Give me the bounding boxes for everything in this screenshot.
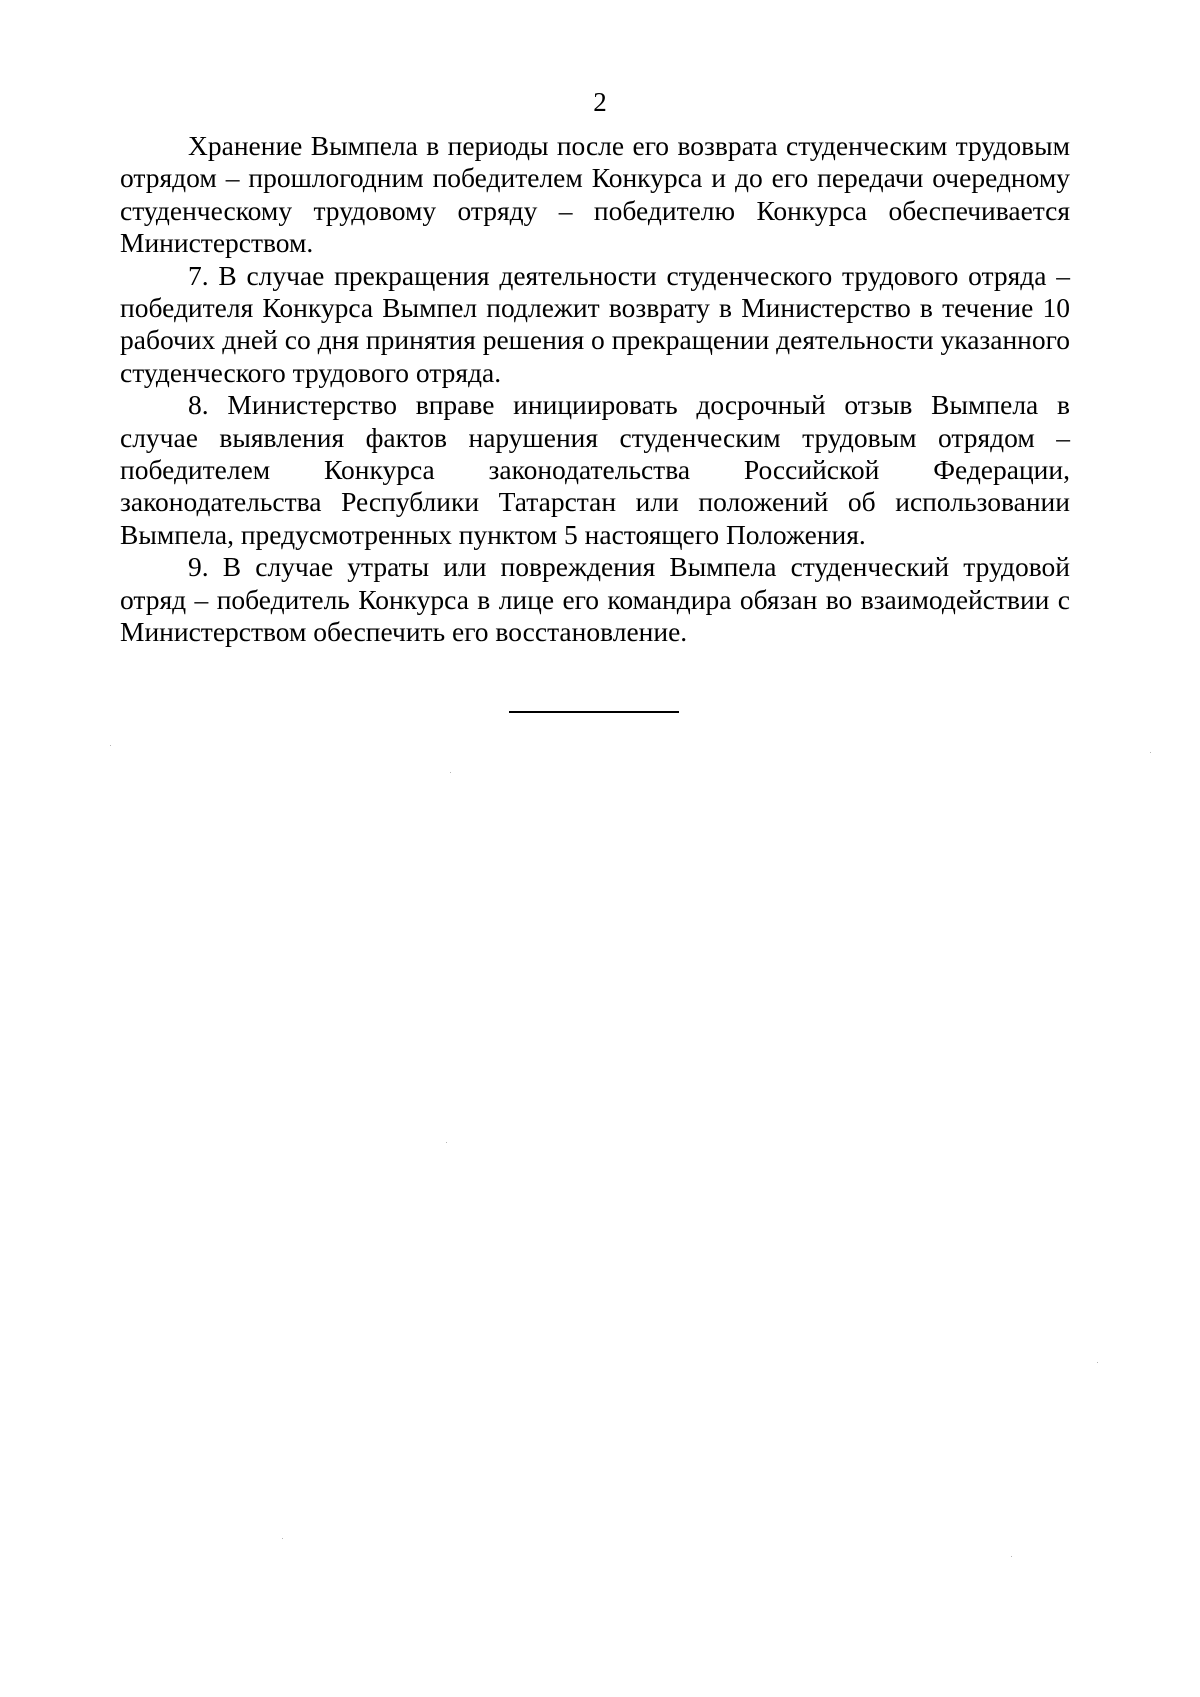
scan-speck — [110, 745, 111, 746]
scan-speck — [1150, 752, 1151, 753]
document-body — [120, 130, 1070, 649]
paragraph-storage: Хранение Вымпела в периоды после его возврата студенческим трудовым отрядом – прошлогодним победителем Конкурса и до его передачи очередному студенческому трудовому отряду – победителю Конкурса обеспечивается Министерством. — [120, 130, 1070, 259]
scan-speck — [1011, 1556, 1012, 1557]
paragraph-item-7: 7. В случае прекращения деятельности студенческого трудового отряда – победителя Конкурса Вымпел подлежит возврату в Министерство в течение 10 рабочих дней со дня принятия решения о прекращении деятельности указанного студенческого трудового отряда. — [120, 259, 1070, 388]
scan-speck — [282, 1538, 283, 1539]
scan-speck — [450, 772, 451, 773]
page-number: 2 — [593, 87, 607, 117]
scan-speck — [446, 1142, 447, 1143]
scan-speck — [1097, 1362, 1098, 1363]
paragraph-item-9: 9. В случае утраты или повреждения Вымпела студенческий трудовой отряд – победитель Конкурса в лице его командира обязан во взаимодействии с Министерством обеспечить его восстановление. — [120, 551, 1070, 648]
end-of-document-rule — [509, 711, 679, 713]
paragraph-item-8: 8. Министерство вправе инициировать досрочный отзыв Вымпела в случае выявления фактов нарушения студенческим трудовым отрядом – победителем Конкурса законодательства Российской Федерации, законодательства Республики Татарстан или положений об использовании Вымпела, предусмотренных пунктом 5 настоящего Положения. — [120, 389, 1070, 550]
